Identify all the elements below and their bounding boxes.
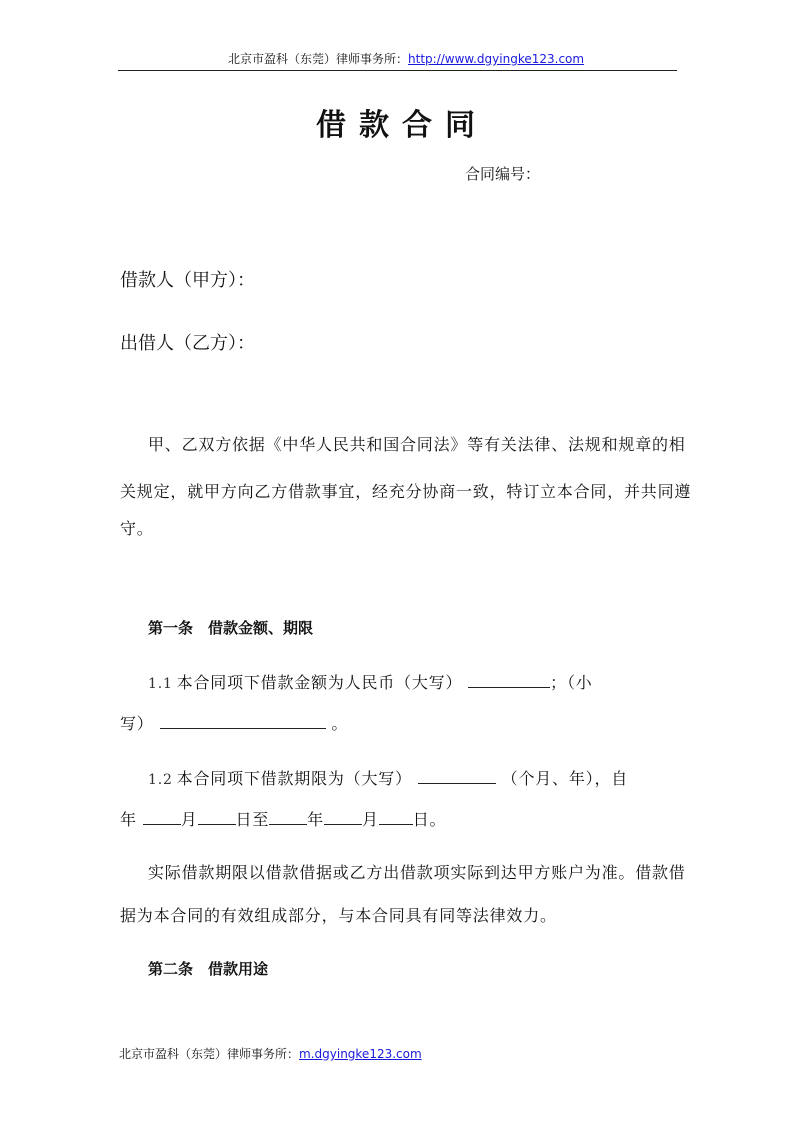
date-text: 日至 (235, 810, 270, 829)
clause-text: 。 (331, 714, 349, 733)
start-year-blank[interactable] (143, 810, 181, 825)
clause-1-1-cont (120, 711, 348, 734)
term-blank[interactable] (418, 769, 496, 784)
preamble-line: 甲、乙双方依据《中华人民共和国合同法》等有关法律、法规和规章的相 (148, 435, 686, 454)
clause-text: 本合同项下借款期限为（大写） (176, 769, 412, 788)
footer-firm: 北京市盈科（东莞）律师事务所： (119, 1047, 300, 1061)
amount-lower-blank[interactable] (160, 714, 326, 729)
end-year-blank[interactable] (269, 810, 307, 825)
end-day-blank[interactable] (379, 810, 413, 825)
note-line: 实际借款期限以借款借据或乙方出借款项实际到达甲方账户为准。借款借 (148, 863, 686, 882)
borrower-label: 借款人（甲方）： (120, 270, 255, 291)
date-range (120, 807, 446, 830)
header-divider (118, 70, 677, 71)
contract-number-label: 合同编号： (465, 165, 541, 183)
page-title: 借款合同 (316, 108, 488, 143)
clause-text: 写） (120, 714, 154, 733)
clause-text: 本合同项下借款金额为人民币（大写） (176, 673, 463, 692)
clause-number: 1.1 (148, 676, 173, 692)
clause-number: 1.2 (148, 772, 173, 788)
date-text: 年 (120, 810, 137, 829)
article-2-heading: 第二条 借款用途 (148, 960, 269, 978)
note-line: 据为本合同的有效组成部分，与本合同具有同等法律效力。 (120, 906, 557, 925)
header-firm: 北京市盈科（东莞）律师事务所： (228, 52, 409, 66)
clause-text: ；（小 (550, 673, 593, 692)
end-month-blank[interactable] (324, 810, 362, 825)
clause-text: （个月、年），自 (501, 769, 629, 788)
date-text: 日。 (412, 810, 447, 829)
amount-upper-blank[interactable] (468, 673, 550, 688)
date-text: 年 (307, 810, 324, 829)
start-month-blank[interactable] (198, 810, 236, 825)
preamble-line: 关规定，就甲方向乙方借款事宜，经充分协商一致，特订立本合同，并共同遵 (120, 482, 692, 501)
clause-1-1 (148, 670, 593, 693)
date-text: 月 (361, 810, 379, 829)
clause-1-2 (148, 766, 628, 789)
date-text: 月 (180, 810, 198, 829)
footer-link[interactable]: m.dgyingke123.com (299, 1047, 422, 1061)
page-footer (119, 1045, 422, 1062)
lender-label: 出借人（乙方）： (120, 333, 255, 354)
preamble-line: 守。 (120, 519, 154, 538)
header-link[interactable]: http://www.dgyingke123.com (408, 52, 585, 66)
page-header (228, 50, 584, 67)
article-1-heading: 第一条 借款金额、期限 (148, 619, 314, 637)
